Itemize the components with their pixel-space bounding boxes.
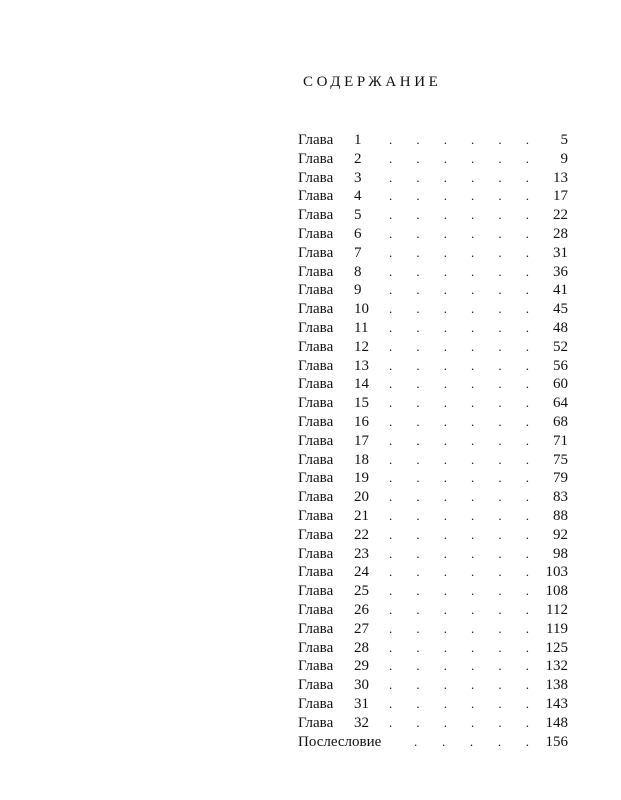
dot-leader: . . . . . . [389, 489, 529, 505]
page-number: 79 [553, 470, 568, 487]
page-number: 28 [553, 225, 568, 242]
page-number: 92 [553, 526, 568, 543]
dot-leader: . . . . . . [389, 451, 529, 467]
page-number: 9 [560, 150, 568, 167]
page-number: 75 [553, 451, 568, 468]
chapter-word: Глава [298, 545, 334, 562]
dot-leader: . . . . . . [389, 545, 529, 561]
contents-entry-chapter-28 [298, 639, 568, 658]
chapter-number: 15 [354, 395, 369, 412]
chapter-number: 17 [354, 432, 369, 449]
dot-leader: . . . . . . [389, 470, 529, 486]
dot-leader: . . . . . . [389, 263, 529, 279]
contents-entry-chapter-30 [298, 676, 568, 695]
page-number: 138 [545, 677, 568, 694]
chapter-word: Глава [298, 188, 334, 205]
chapter-word: Глава [298, 489, 334, 506]
page-number: 71 [553, 432, 568, 449]
dot-leader: . . . . . . [389, 583, 529, 599]
contents-entry-chapter-25 [298, 582, 568, 601]
chapter-number: 8 [354, 263, 362, 280]
contents-entry-chapter-31 [298, 695, 568, 714]
chapter-word: Глава [298, 357, 334, 374]
chapter-number: 2 [354, 150, 362, 167]
chapter-word: Глава [298, 639, 334, 656]
contents-entry-chapter-3 [298, 169, 568, 188]
page-number: 36 [553, 263, 568, 280]
page-number: 13 [553, 169, 568, 186]
contents-entry-chapter-13 [298, 357, 568, 376]
chapter-number: 9 [354, 282, 362, 299]
chapter-number: 11 [354, 319, 369, 336]
chapter-word: Глава [298, 451, 334, 468]
dot-leader: . . . . . . [389, 620, 529, 636]
chapter-word: Глава [298, 395, 334, 412]
contents-entry-chapter-21 [298, 507, 568, 526]
chapter-number: 23 [354, 545, 369, 562]
dot-leader: . . . . . . [389, 301, 529, 317]
contents-entry-chapter-20 [298, 488, 568, 507]
contents-entry-chapter-10 [298, 300, 568, 319]
page-number: 64 [553, 395, 568, 412]
contents-entry-chapter-16 [298, 413, 568, 432]
contents-entry-chapter-2 [298, 150, 568, 169]
chapter-number: 21 [354, 507, 369, 524]
chapter-word: Глава [298, 658, 334, 675]
chapter-number: 1 [354, 132, 362, 148]
chapter-word: Глава [298, 526, 334, 543]
chapter-number: 19 [354, 470, 369, 487]
dot-leader: . . . . . . [389, 658, 529, 674]
page-number: 17 [553, 188, 568, 205]
chapter-number: 31 [354, 695, 369, 712]
dot-leader: . . . . . . [389, 695, 529, 711]
page-number: 68 [553, 413, 568, 430]
chapter-word: Глава [298, 677, 334, 694]
chapter-number: 32 [354, 714, 369, 731]
chapter-word: Глава [298, 564, 334, 581]
contents-entry-chapter-4 [298, 187, 568, 206]
page-number: 88 [553, 507, 568, 524]
page-number: 132 [545, 658, 568, 675]
contents-entry-chapter-15 [298, 394, 568, 413]
chapter-word: Глава [298, 601, 334, 618]
contents-entry-chapter-12 [298, 338, 568, 357]
chapter-word: Глава [298, 169, 334, 186]
chapter-word: Глава [298, 432, 334, 449]
dot-leader: . . . . . . [389, 714, 529, 730]
dot-leader: . . . . . . [389, 601, 529, 617]
dot-leader: . . . . . . [389, 282, 529, 298]
dot-leader: . . . . . . [389, 338, 529, 354]
page-number: 60 [553, 376, 568, 393]
chapter-number: 16 [354, 413, 369, 430]
dot-leader: . . . . . . [389, 132, 529, 147]
dot-leader: . . . . . . [389, 432, 529, 448]
contents-entry-chapter-17 [298, 432, 568, 451]
chapter-number: 26 [354, 601, 369, 618]
chapter-word: Глава [298, 150, 334, 167]
page-number: 22 [553, 207, 568, 224]
page-number: 148 [545, 714, 568, 731]
page-number: 56 [553, 357, 568, 374]
dot-leader: . . . . . . [389, 376, 529, 392]
chapter-number: 5 [354, 207, 362, 224]
chapter-number: 24 [354, 564, 369, 581]
contents-entry-chapter-18 [298, 451, 568, 470]
chapter-number: 10 [354, 301, 369, 318]
page-number: 108 [545, 583, 568, 600]
dot-leader: . . . . . . [389, 526, 529, 542]
contents-entry-chapter-27 [298, 620, 568, 639]
contents-entry-chapter-29 [298, 657, 568, 676]
contents-entry-chapter-22 [298, 526, 568, 545]
chapter-word: Глава [298, 132, 334, 148]
dot-leader: . . . . . . [389, 150, 529, 166]
contents-title: СОДЕРЖАНИЕ [303, 74, 442, 90]
contents-entry-chapter-5 [298, 206, 568, 225]
dot-leader: . . . . . . [389, 188, 529, 204]
chapter-word: Глава [298, 207, 334, 224]
chapter-word: Глава [298, 263, 334, 280]
chapter-number: 4 [354, 188, 362, 205]
chapter-word: Глава [298, 301, 334, 318]
page-number: 48 [553, 319, 568, 336]
contents-entry-chapter-32 [298, 714, 568, 733]
contents-entry-chapter-19 [298, 469, 568, 488]
page-number: 125 [545, 639, 568, 656]
contents-entry-chapter-9 [298, 281, 568, 300]
chapter-word: Глава [298, 620, 334, 637]
page-number: 31 [553, 244, 568, 261]
contents-list [298, 131, 568, 751]
contents-entry-chapter-7 [298, 244, 568, 263]
dot-leader: . . . . . . [389, 395, 529, 411]
chapter-number: 13 [354, 357, 369, 374]
page-number: 112 [546, 601, 568, 618]
page-number: 83 [553, 489, 568, 506]
contents-entry-chapter-8 [298, 263, 568, 282]
chapter-number: 27 [354, 620, 369, 637]
chapter-word: Глава [298, 470, 334, 487]
dot-leader: . . . . . . [389, 225, 529, 241]
dot-leader: . . . . . . [389, 169, 529, 185]
chapter-word: Глава [298, 319, 334, 336]
chapter-word: Глава [298, 507, 334, 524]
chapter-number: 7 [354, 244, 362, 261]
chapter-number: 20 [354, 489, 369, 506]
chapter-number: 25 [354, 583, 369, 600]
dot-leader: . . . . . . [389, 507, 529, 523]
page-number: 119 [546, 620, 568, 637]
chapter-word: Глава [298, 583, 334, 600]
chapter-word: Глава [298, 695, 334, 712]
contents-entry-chapter-11 [298, 319, 568, 338]
page-number: 143 [545, 695, 568, 712]
contents-entry-chapter-26 [298, 601, 568, 620]
chapter-number: 30 [354, 677, 369, 694]
dot-leader: . . . . . . [389, 564, 529, 580]
dot-leader: . . . . . . [389, 244, 529, 260]
dot-leader: . . . . . . [389, 357, 529, 373]
chapter-word: Глава [298, 282, 334, 299]
page-number: 52 [553, 338, 568, 355]
dot-leader: . . . . . . [389, 319, 529, 335]
contents-entry-chapter-1 [298, 131, 568, 150]
dot-leader: . . . . . . [389, 207, 529, 223]
page-number: 45 [553, 301, 568, 318]
dot-leader: . . . . . . [389, 677, 529, 693]
page-number: 5 [560, 132, 568, 148]
contents-entry-afterword [298, 733, 568, 752]
page-number: 98 [553, 545, 568, 562]
chapter-number: 29 [354, 658, 369, 675]
chapter-word: Глава [298, 225, 334, 242]
chapter-word: Глава [298, 244, 334, 261]
page-number: 41 [553, 282, 568, 299]
dot-leader: . . . . . . [389, 639, 529, 655]
contents-entry-chapter-23 [298, 545, 568, 564]
chapter-number: 6 [354, 225, 362, 242]
chapter-number: 18 [354, 451, 369, 468]
page-number: 103 [545, 564, 568, 581]
contents-entry-chapter-6 [298, 225, 568, 244]
chapter-number: 28 [354, 639, 369, 656]
chapter-number: 22 [354, 526, 369, 543]
chapter-number: 12 [354, 338, 369, 355]
afterword-label: Послесловие [298, 733, 382, 750]
chapter-number: 14 [354, 376, 369, 393]
contents-entry-chapter-14 [298, 375, 568, 394]
chapter-word: Глава [298, 376, 334, 393]
dot-leader: . . . . . [414, 733, 529, 749]
chapter-word: Глава [298, 714, 334, 731]
dot-leader: . . . . . . [389, 413, 529, 429]
chapter-word: Глава [298, 338, 334, 355]
contents-entry-chapter-24 [298, 563, 568, 582]
chapter-word: Глава [298, 413, 334, 430]
page-number: 156 [545, 733, 568, 750]
chapter-number: 3 [354, 169, 362, 186]
